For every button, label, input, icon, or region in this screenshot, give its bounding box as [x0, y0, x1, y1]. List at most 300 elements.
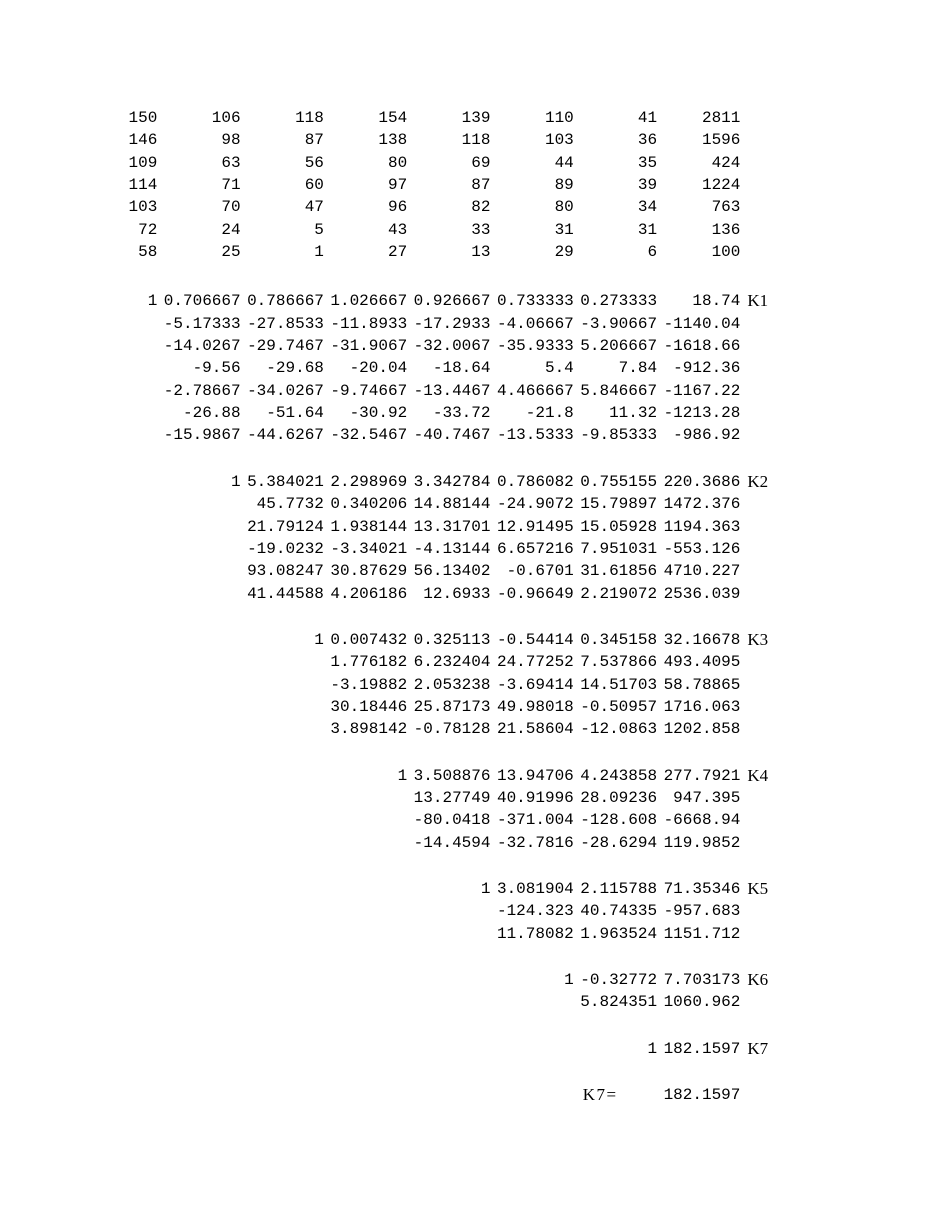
matrix-row: [74, 107, 768, 129]
matrix-cell: 13.31701: [413, 517, 491, 536]
matrix-cell: [157, 923, 240, 945]
matrix-cell: 31: [554, 220, 574, 239]
matrix-cell: 1716.063: [663, 697, 741, 716]
block-label: K6: [747, 970, 769, 989]
matrix-cell: [74, 629, 157, 651]
matrix-cell: 13: [471, 243, 491, 262]
matrix-cell: [157, 765, 240, 787]
matrix-row: [74, 290, 768, 312]
matrix-cell: -29.68: [266, 359, 324, 378]
matrix-cell: [324, 787, 407, 809]
matrix-cell: 69: [471, 153, 491, 172]
matrix-cell: 1: [147, 292, 158, 311]
matrix-cell: 7.703173: [663, 971, 741, 989]
matrix-cell: -1140.04: [663, 314, 741, 333]
matrix-cell: 40.74335: [580, 902, 658, 921]
result-row: [74, 1084, 768, 1106]
matrix-cell: -9.56: [192, 359, 241, 378]
matrix-cell: 4.206186: [330, 584, 408, 603]
matrix-cell: -15.9867: [163, 426, 241, 445]
matrix-cell: -28.6294: [580, 833, 658, 852]
matrix-cell: -24.9072: [496, 495, 574, 514]
matrix-cell: 1224: [701, 176, 741, 195]
matrix-cell: 1.938144: [330, 517, 408, 536]
matrix-cell: [490, 1084, 573, 1106]
matrix-cell: [157, 832, 240, 854]
matrix-cell: 5.846667: [580, 381, 658, 400]
matrix-cell: [157, 629, 240, 651]
matrix-cell: -14.4594: [413, 833, 491, 852]
matrix-cell: 60: [304, 176, 324, 195]
matrix-cell: 1472.376: [663, 495, 741, 514]
matrix-cell: 4.243858: [580, 766, 658, 785]
matrix-row: [74, 335, 768, 357]
matrix-cell: 763: [711, 198, 741, 217]
elimination-block-k5: [74, 878, 768, 945]
matrix-cell: 58: [138, 243, 158, 262]
matrix-cell: -124.323: [496, 902, 574, 921]
matrix-cell: 5.384021: [247, 472, 324, 491]
matrix-cell: [241, 718, 324, 740]
matrix-cell: [74, 583, 157, 605]
matrix-cell: 47: [304, 198, 324, 217]
matrix-cell: 63: [221, 153, 241, 172]
matrix-cell: 12.6933: [423, 584, 491, 603]
matrix-cell: -32.0067: [413, 337, 491, 356]
matrix-row: [74, 651, 768, 673]
matrix-cell: 4.466667: [496, 381, 574, 400]
matrix-cell: -553.126: [663, 539, 741, 558]
matrix-cell: 30.18446: [330, 697, 408, 716]
matrix-cell: [74, 1084, 157, 1106]
matrix-cell: -13.5333: [496, 426, 574, 445]
matrix-cell: -957.683: [663, 902, 741, 921]
matrix-cell: [324, 809, 407, 831]
matrix-cell: 106: [211, 109, 241, 127]
matrix-cell: -31.9067: [330, 337, 408, 356]
matrix-cell: 30.87629: [330, 562, 408, 581]
matrix-row: [74, 538, 768, 560]
block-label: K3: [747, 629, 769, 649]
matrix-cell: 71: [221, 176, 241, 195]
block-label: K2: [747, 471, 769, 491]
matrix-cell: [407, 923, 490, 945]
matrix-cell: 98: [221, 131, 241, 150]
matrix-cell: [157, 560, 240, 582]
matrix-row: [74, 402, 768, 424]
matrix-cell: 110: [544, 109, 574, 127]
matrix-cell: -44.6267: [247, 426, 324, 445]
matrix-cell: 0.706667: [163, 292, 241, 311]
matrix-cell: -32.5467: [330, 426, 408, 445]
matrix-cell: -1618.66: [663, 337, 741, 356]
matrix-cell: 947.395: [673, 788, 741, 807]
matrix-cell: 2.219072: [580, 584, 658, 603]
matrix-cell: [407, 991, 490, 1013]
matrix-cell: -3.34021: [330, 539, 408, 558]
matrix-cell: [74, 1038, 157, 1060]
matrix-cell: 5: [314, 220, 324, 239]
result-block: [74, 1084, 768, 1106]
matrix-cell: 103: [544, 131, 574, 150]
matrix-cell: [74, 718, 157, 740]
matrix-cell: -9.85333: [580, 426, 658, 445]
matrix-cell: 103: [128, 198, 158, 217]
block-label: K4: [747, 765, 769, 785]
matrix-cell: 2811: [701, 109, 741, 127]
matrix-cell: 12.91495: [496, 517, 574, 536]
matrix-cell: 6: [647, 243, 658, 262]
matrix-cell: 45.7732: [256, 495, 324, 514]
matrix-cell: [407, 900, 490, 922]
matrix-cell: -1167.22: [663, 381, 741, 400]
matrix-cell: [324, 1038, 407, 1060]
matrix-cell: [157, 516, 240, 538]
matrix-cell: [74, 493, 157, 515]
elimination-block-k2: [74, 471, 768, 605]
matrix-cell: [74, 696, 157, 718]
matrix-cell: 5.4: [544, 359, 574, 378]
matrix-cell: -0.78128: [413, 720, 491, 739]
matrix-cell: 118: [461, 131, 491, 150]
matrix-cell: 0.273333: [580, 292, 658, 311]
matrix-cell: -1213.28: [663, 404, 741, 423]
matrix-cell: 89: [554, 176, 574, 195]
matrix-cell: 40.91996: [496, 788, 574, 807]
matrix-row: [74, 380, 768, 402]
matrix-row: [74, 152, 768, 174]
matrix-row: [74, 765, 768, 787]
matrix-cell: 80: [387, 153, 408, 172]
matrix-row: [74, 674, 768, 696]
matrix-cell: 1: [564, 971, 574, 989]
matrix-cell: -26.88: [182, 404, 241, 423]
matrix-cell: [74, 380, 157, 402]
matrix-cell: 24.77252: [496, 653, 574, 672]
matrix-cell: 119.9852: [663, 833, 741, 852]
matrix-cell: [324, 991, 407, 1013]
matrix-cell: -14.0267: [163, 337, 241, 356]
matrix-cell: [241, 651, 324, 673]
block-label: K5: [747, 878, 769, 898]
matrix-cell: 114: [128, 176, 158, 195]
matrix-cell: -12.0863: [580, 720, 658, 739]
matrix-cell: [241, 878, 324, 900]
matrix-cell: -9.74667: [330, 381, 408, 400]
matrix-cell: 220.3686: [663, 472, 741, 491]
matrix-cell: -6668.94: [663, 811, 741, 830]
matrix-cell: 25: [221, 243, 241, 262]
matrix-cell: 493.4095: [663, 653, 741, 672]
matrix-cell: [74, 787, 157, 809]
matrix-cell: 43: [387, 220, 408, 239]
matrix-row: [74, 878, 768, 900]
matrix-cell: [157, 809, 240, 831]
matrix-cell: 138: [378, 131, 408, 150]
matrix-cell: 39: [637, 176, 658, 195]
matrix-cell: -0.50957: [580, 697, 658, 716]
matrix-cell: [157, 900, 240, 922]
matrix-cell: [241, 765, 324, 787]
matrix-cell: [241, 991, 324, 1013]
matrix-cell: 0.345158: [580, 630, 658, 649]
matrix-cell: 3.508876: [413, 766, 491, 785]
matrix-cell: 2.115788: [580, 879, 658, 898]
elimination-block-k4: [74, 765, 768, 854]
elimination-block-k3: [74, 629, 768, 741]
matrix-cell: [324, 900, 407, 922]
matrix-cell: 1: [230, 472, 241, 491]
matrix-cell: -32.7816: [496, 833, 574, 852]
matrix-cell: 29: [554, 243, 574, 262]
matrix-cell: [74, 651, 157, 673]
matrix-cell: [241, 900, 324, 922]
matrix-cell: 5.824351: [580, 993, 658, 1012]
matrix-cell: 277.7921: [663, 766, 741, 785]
matrix-cell: 1060.962: [663, 993, 741, 1012]
matrix-cell: 6.232404: [413, 653, 491, 672]
matrix-cell: 150: [128, 109, 158, 127]
matrix-cell: 2536.039: [663, 584, 741, 603]
matrix-cell: 0.755155: [580, 472, 658, 491]
matrix-cell: -986.92: [673, 426, 741, 445]
matrix-cell: 3.898142: [330, 720, 408, 739]
matrix-cell: 93.08247: [247, 562, 324, 581]
matrix-cell: 136: [711, 220, 741, 239]
matrix-cell: -0.6701: [506, 562, 574, 581]
matrix-cell: [157, 1038, 240, 1060]
matrix-cell: -0.96649: [496, 584, 574, 603]
matrix-cell: [74, 878, 157, 900]
matrix-cell: [157, 538, 240, 560]
matrix-cell: 32.16678: [663, 630, 741, 649]
matrix-cell: 100: [711, 243, 741, 262]
matrix-cell: [157, 674, 240, 696]
matrix-cell: [157, 493, 240, 515]
matrix-cell: [407, 1038, 490, 1060]
matrix-cell: 44: [554, 153, 574, 172]
matrix-cell: 97: [387, 176, 408, 195]
elimination-block-k6: [74, 969, 768, 1014]
matrix-cell: 36: [637, 131, 658, 150]
matrix-grid: [74, 107, 768, 1106]
matrix-cell: 25.87173: [413, 697, 491, 716]
matrix-cell: [324, 878, 407, 900]
matrix-cell: -3.19882: [330, 675, 408, 694]
matrix-cell: -35.9333: [496, 337, 574, 356]
matrix-cell: -21.8: [525, 404, 574, 423]
matrix-cell: [74, 969, 157, 991]
matrix-cell: [74, 335, 157, 357]
block-label: K1: [747, 291, 769, 311]
matrix-cell: [74, 900, 157, 922]
matrix-row: [74, 787, 768, 809]
matrix-cell: [241, 809, 324, 831]
matrix-cell: 3.342784: [413, 472, 491, 491]
matrix-cell: -13.4467: [413, 381, 491, 400]
matrix-cell: -34.0267: [247, 381, 324, 400]
matrix-cell: 71.35346: [663, 879, 741, 898]
matrix-cell: 7.537866: [580, 653, 658, 672]
matrix-cell: [407, 1084, 490, 1106]
matrix-cell: 41.44588: [247, 584, 324, 603]
matrix-cell: -29.7467: [247, 337, 324, 356]
matrix-cell: 49.98018: [496, 697, 574, 716]
matrix-cell: [407, 969, 490, 991]
matrix-cell: [74, 516, 157, 538]
matrix-cell: 15.79897: [580, 495, 658, 514]
matrix-row: [74, 424, 768, 446]
matrix-cell: [74, 832, 157, 854]
matrix-cell: [490, 1038, 573, 1060]
matrix-row: [74, 313, 768, 335]
matrix-cell: 0.786667: [247, 292, 324, 311]
matrix-cell: [324, 969, 407, 991]
matrix-row: [74, 718, 768, 740]
matrix-cell: -19.0232: [247, 539, 324, 558]
matrix-row: [74, 471, 768, 493]
matrix-cell: [74, 424, 157, 446]
matrix-cell: -128.608: [580, 811, 658, 830]
matrix-row: [74, 241, 768, 263]
matrix-cell: 1: [314, 243, 324, 262]
matrix-cell: 182.1597: [663, 1039, 741, 1058]
matrix-row: [74, 696, 768, 718]
matrix-cell: [324, 1084, 407, 1106]
matrix-cell: 18.74: [692, 292, 741, 311]
matrix-cell: [241, 1038, 324, 1060]
matrix-cell: 15.05928: [580, 517, 658, 536]
matrix-cell: 3.081904: [496, 879, 574, 898]
matrix-cell: 4710.227: [663, 562, 741, 581]
matrix-row: [74, 493, 768, 515]
matrix-cell: [157, 651, 240, 673]
matrix-cell: 118: [295, 109, 324, 127]
matrix-cell: [74, 560, 157, 582]
matrix-row: [74, 900, 768, 922]
matrix-cell: 2.298969: [330, 472, 408, 491]
matrix-cell: [74, 313, 157, 335]
matrix-cell: -2.78667: [163, 381, 241, 400]
matrix-cell: 6.657216: [496, 539, 574, 558]
matrix-cell: 13.27749: [413, 788, 491, 807]
matrix-row: [74, 583, 768, 605]
elimination-block-k7: [74, 1038, 768, 1060]
matrix-cell: 14.88144: [413, 495, 491, 514]
result-value: 182.1597: [663, 1086, 741, 1105]
matrix-cell: [241, 696, 324, 718]
matrix-cell: -0.32772: [580, 971, 658, 989]
matrix-cell: [74, 991, 157, 1013]
matrix-row: [74, 1038, 768, 1060]
matrix-cell: [157, 583, 240, 605]
matrix-cell: 21.79124: [247, 517, 324, 536]
matrix-cell: 1194.363: [663, 517, 741, 536]
matrix-cell: 0.007432: [330, 630, 408, 649]
matrix-cell: -27.8533: [247, 314, 324, 333]
matrix-cell: -3.90667: [580, 314, 658, 333]
matrix-cell: [157, 718, 240, 740]
matrix-cell: 96: [387, 198, 408, 217]
matrix-cell: 41: [637, 109, 658, 127]
matrix-cell: 0.786082: [496, 472, 574, 491]
matrix-cell: 14.51703: [580, 675, 658, 694]
matrix-cell: 87: [471, 176, 491, 195]
matrix-cell: 1.776182: [330, 653, 408, 672]
matrix-cell: 0.340206: [330, 495, 408, 514]
matrix-cell: 146: [128, 131, 158, 150]
matrix-cell: 1596: [701, 131, 741, 150]
matrix-cell: [241, 832, 324, 854]
matrix-cell: 70: [221, 198, 241, 217]
matrix-cell: 7.84: [618, 359, 658, 378]
matrix-cell: [157, 878, 240, 900]
matrix-cell: -3.69414: [496, 675, 574, 694]
matrix-cell: [74, 809, 157, 831]
matrix-cell: [241, 923, 324, 945]
matrix-cell: 58.78865: [663, 675, 741, 694]
matrix-cell: [324, 832, 407, 854]
matrix-cell: -912.36: [673, 359, 741, 378]
matrix-cell: [241, 674, 324, 696]
matrix-cell: 33: [471, 220, 491, 239]
matrix-row: [74, 129, 768, 151]
matrix-cell: 1151.712: [663, 924, 741, 943]
matrix-row: [74, 991, 768, 1013]
matrix-row: [74, 832, 768, 854]
matrix-row: [74, 969, 768, 991]
matrix-row: [74, 629, 768, 651]
matrix-cell: [74, 674, 157, 696]
matrix-cell: 31.61856: [580, 562, 658, 581]
matrix-row: [74, 357, 768, 379]
matrix-cell: 0.325113: [413, 630, 491, 649]
matrix-cell: -51.64: [266, 404, 324, 423]
matrix-cell: 11.32: [609, 404, 658, 423]
matrix-cell: -4.13144: [413, 539, 491, 558]
matrix-cell: 1: [480, 879, 491, 898]
matrix-cell: 5.206667: [580, 337, 658, 356]
matrix-cell: 1: [647, 1039, 658, 1058]
matrix-cell: -11.8933: [330, 314, 408, 333]
matrix-cell: -0.54414: [496, 630, 574, 649]
matrix-cell: [241, 787, 324, 809]
matrix-cell: 1: [397, 766, 408, 785]
matrix-cell: [157, 991, 240, 1013]
matrix-cell: 139: [461, 109, 491, 127]
matrix-cell: 2.053238: [413, 675, 491, 694]
matrix-row: [74, 923, 768, 945]
matrix-cell: 1202.858: [663, 720, 741, 739]
matrix-cell: -80.0418: [413, 811, 491, 830]
matrix-cell: 109: [128, 153, 158, 172]
matrix-cell: [241, 1084, 324, 1106]
matrix-cell: 80: [554, 198, 574, 217]
matrix-cell: 424: [711, 153, 741, 172]
matrix-row: [74, 219, 768, 241]
matrix-cell: 27: [387, 243, 408, 262]
matrix-cell: [157, 1084, 240, 1106]
matrix-cell: 31: [637, 220, 658, 239]
matrix-cell: 0.926667: [413, 292, 491, 311]
matrix-cell: -40.7467: [413, 426, 491, 445]
matrix-cell: 34: [637, 198, 658, 217]
matrix-cell: [157, 696, 240, 718]
matrix-cell: -20.04: [349, 359, 408, 378]
matrix-cell: [74, 357, 157, 379]
matrix-cell: 87: [304, 131, 324, 150]
matrix-cell: -5.17333: [163, 314, 241, 333]
